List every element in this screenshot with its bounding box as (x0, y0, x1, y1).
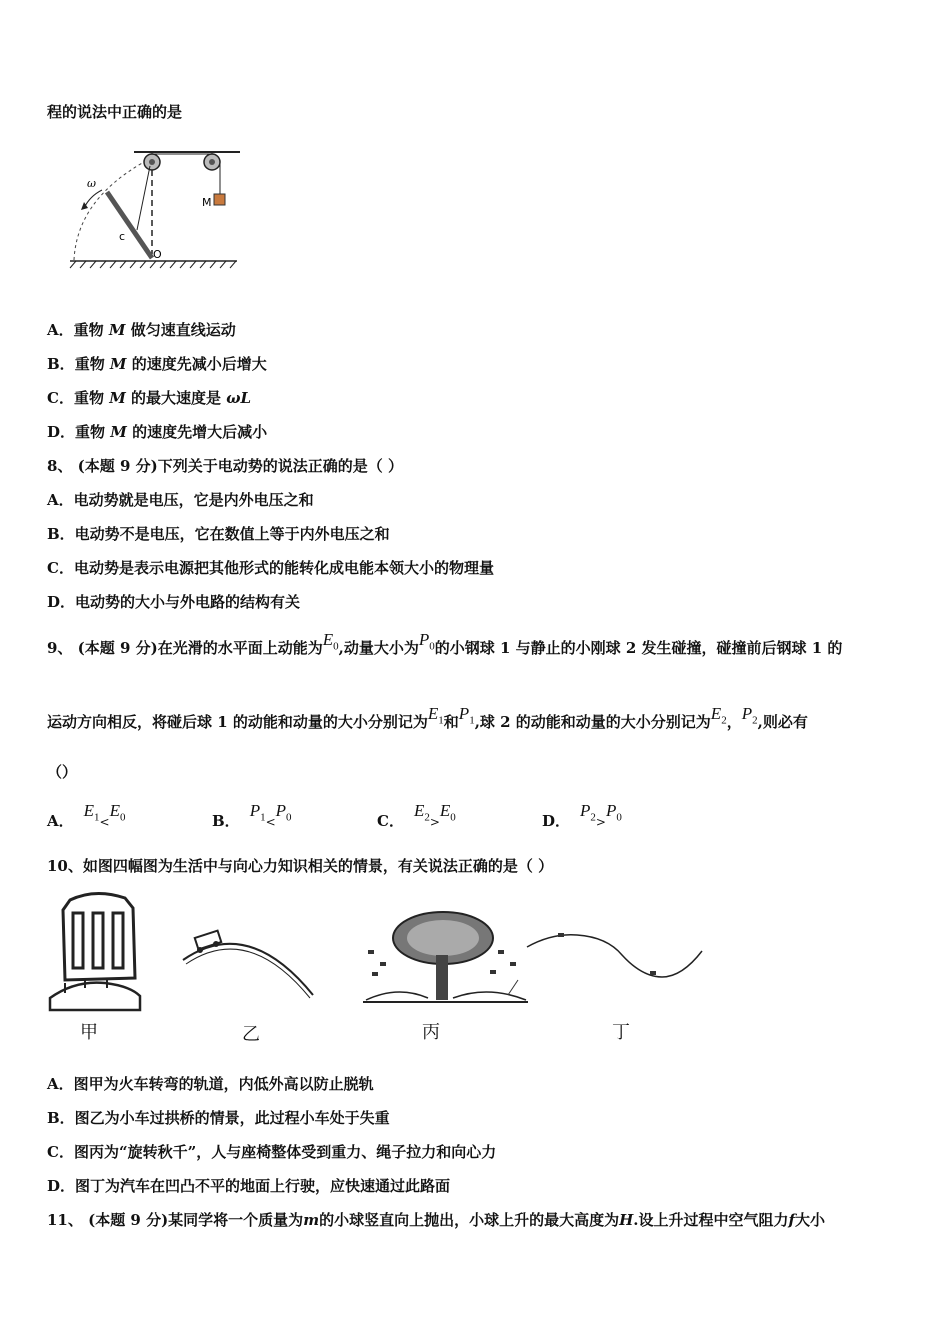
caption-bing: 丙 (422, 1022, 440, 1043)
caption-yi: 乙 (242, 1024, 260, 1045)
q7-stem-tail: 程的说法中正确的是 (47, 103, 183, 121)
omega-label: ω (87, 177, 96, 190)
q7-option-b[interactable]: B．重物 M 的速度先减小后增大 (47, 355, 267, 373)
q9-option-c[interactable]: C．$E_2>E_0$ (377, 801, 456, 830)
train-track-figure (45, 888, 145, 1013)
o-label: O (153, 248, 162, 261)
q10-option-c[interactable]: C．图丙为“旋转秋千”，人与座椅整体受到重力、绳子拉力和向心力 (47, 1143, 497, 1161)
q11-stem: 11、 (本题 9 分)某同学将一个质量为m的小球竖直向上抛出，小球上升的最大高度为H.设上升过程中空气阻力f大小 (47, 1211, 825, 1229)
bumpy-road-figure (522, 925, 707, 985)
q10-option-b[interactable]: B．图乙为小车过拱桥的情景，此过程小车处于失重 (47, 1109, 390, 1127)
q8-option-b[interactable]: B．电动势不是电压，它在数值上等于内外电压之和 (47, 525, 390, 543)
q9-stem-line2: 运动方向相反，将碰后球 1 的动能和动量的大小分别记为$E_1$和$P_1$,球 2 的动能和动量的大小分别记为$E_2$，$P_2$,则必有 (47, 704, 808, 731)
q7-option-d[interactable]: D．重物 M 的速度先增大后减小 (47, 423, 268, 441)
q9-option-b[interactable]: B．$P_1<P_0$ (212, 801, 292, 830)
q9-stem-line1: 9、 (本题 9 分)在光滑的水平面上动能为$E_0$,动量大小为$P_0$的小钢球 1 与静止的小刚球 2 发生碰撞，碰撞前后钢球 1 的 (47, 630, 843, 657)
caption-ding: 丁 (612, 1022, 630, 1043)
q7-pulley-figure (62, 140, 247, 270)
q9-option-a[interactable]: A．$E_1<E_0$ (47, 801, 126, 830)
q10-option-a[interactable]: A．图甲为火车转弯的轨道，内低外高以防止脱轨 (47, 1075, 374, 1093)
q9-paren: （） (47, 763, 78, 781)
q10-option-d[interactable]: D．图丁为汽车在凹凸不平的地面上行驶，应快速通过此路面 (47, 1177, 451, 1195)
q7-option-c[interactable]: C．重物 M 的最大速度是 ωL (47, 389, 252, 407)
c-label: c (119, 230, 126, 243)
caption-jia: 甲 (80, 1022, 98, 1043)
q8-option-a[interactable]: A．电动势就是电压，它是内外电压之和 (47, 491, 314, 509)
q7-option-a[interactable]: A．重物 M 做匀速直线运动 (47, 321, 236, 339)
q8-stem: 8、 (本题 9 分)下列关于电动势的说法正确的是（ ） (47, 457, 403, 475)
q10-stem: 10、如图四幅图为生活中与向心力知识相关的情景，有关说法正确的是（ ） (47, 857, 554, 875)
arch-bridge-figure (178, 920, 318, 1000)
q8-option-c[interactable]: C．电动势是表示电源把其他形式的能转化成电能本领大小的物理量 (47, 559, 494, 577)
q8-option-d[interactable]: D．电动势的大小与外电路的结构有关 (47, 593, 301, 611)
swing-ride-figure (358, 900, 533, 1010)
m-label: M (202, 196, 212, 209)
q9-option-d[interactable]: D．$P_2>P_0$ (542, 801, 622, 830)
